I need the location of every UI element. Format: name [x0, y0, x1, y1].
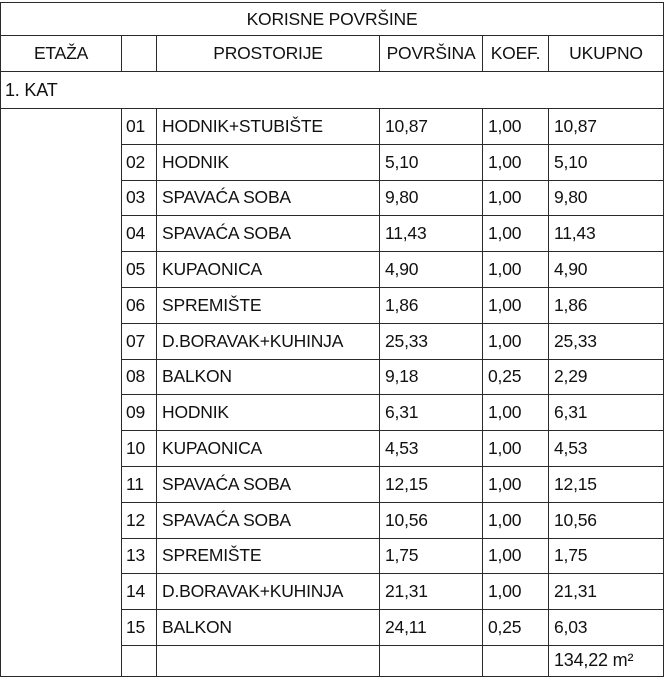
room-number: 10 [122, 431, 157, 467]
room-number: 06 [122, 287, 157, 323]
floor-row-fill [157, 72, 664, 109]
room-name: SPAVAĆA SOBA [157, 216, 380, 252]
room-coefficient: 1,00 [483, 502, 549, 538]
room-area: 9,18 [380, 359, 483, 395]
room-area: 10,87 [380, 109, 483, 145]
room-name: SPAVAĆA SOBA [157, 502, 380, 538]
room-coefficient: 1,00 [483, 109, 549, 145]
room-area: 24,11 [380, 610, 483, 646]
room-total: 4,90 [549, 252, 664, 288]
room-total: 12,15 [549, 466, 664, 502]
room-total: 10,87 [549, 109, 664, 145]
room-total: 21,31 [549, 574, 664, 610]
room-coefficient: 1,00 [483, 574, 549, 610]
room-name: SPREMIŠTE [157, 287, 380, 323]
room-area: 9,80 [380, 180, 483, 216]
room-name: SPAVAĆA SOBA [157, 466, 380, 502]
room-coefficient: 0,25 [483, 359, 549, 395]
room-name: BALKON [157, 359, 380, 395]
room-area: 11,43 [380, 216, 483, 252]
room-area: 10,56 [380, 502, 483, 538]
room-total: 5,10 [549, 144, 664, 180]
room-number: 07 [122, 323, 157, 359]
room-name: SPREMIŠTE [157, 538, 380, 574]
room-number: 13 [122, 538, 157, 574]
room-name: D.BORAVAK+KUHINJA [157, 323, 380, 359]
room-area: 1,75 [380, 538, 483, 574]
room-number: 08 [122, 359, 157, 395]
room-area: 6,31 [380, 395, 483, 431]
room-coefficient: 0,25 [483, 610, 549, 646]
total-row-blank-cell [122, 645, 157, 676]
header-ukupno: UKUPNO [549, 36, 664, 72]
room-total: 1,86 [549, 287, 664, 323]
floor-label: 1. KAT [1, 72, 157, 109]
header-row [1, 36, 664, 72]
room-number: 12 [122, 502, 157, 538]
total-row-blank-cell [380, 645, 483, 676]
room-total: 2,29 [549, 359, 664, 395]
room-name: KUPAONICA [157, 252, 380, 288]
room-number: 11 [122, 466, 157, 502]
room-area: 25,33 [380, 323, 483, 359]
room-name: D.BORAVAK+KUHINJA [157, 574, 380, 610]
room-coefficient: 1,00 [483, 538, 549, 574]
room-number: 01 [122, 109, 157, 145]
etaza-blank-cell [1, 109, 122, 677]
grand-total: 134,22 m² [549, 645, 664, 676]
table-row [1, 109, 664, 145]
room-total: 6,31 [549, 395, 664, 431]
total-row-blank-cell [483, 645, 549, 676]
room-coefficient: 1,00 [483, 431, 549, 467]
room-number: 04 [122, 216, 157, 252]
room-name: KUPAONICA [157, 431, 380, 467]
room-coefficient: 1,00 [483, 287, 549, 323]
room-name: SPAVAĆA SOBA [157, 180, 380, 216]
room-name: BALKON [157, 610, 380, 646]
area-schedule-table [0, 2, 664, 677]
room-total: 1,75 [549, 538, 664, 574]
header-prostorije: PROSTORIJE [157, 36, 380, 72]
room-name: HODNIK+STUBIŠTE [157, 109, 380, 145]
room-number: 14 [122, 574, 157, 610]
room-coefficient: 1,00 [483, 466, 549, 502]
room-area: 4,90 [380, 252, 483, 288]
room-area: 4,53 [380, 431, 483, 467]
header-povrsina: POVRŠINA [380, 36, 483, 72]
room-number: 02 [122, 144, 157, 180]
room-number: 05 [122, 252, 157, 288]
room-name: HODNIK [157, 395, 380, 431]
room-coefficient: 1,00 [483, 395, 549, 431]
table-title: KORISNE POVRŠINE [1, 3, 664, 36]
room-coefficient: 1,00 [483, 323, 549, 359]
room-name: HODNIK [157, 144, 380, 180]
room-number: 03 [122, 180, 157, 216]
room-total: 10,56 [549, 502, 664, 538]
header-etaza: ETAŽA [1, 36, 122, 72]
room-coefficient: 1,00 [483, 252, 549, 288]
room-coefficient: 1,00 [483, 180, 549, 216]
room-total: 25,33 [549, 323, 664, 359]
room-total: 11,43 [549, 216, 664, 252]
room-number: 15 [122, 610, 157, 646]
room-area: 12,15 [380, 466, 483, 502]
room-area: 5,10 [380, 144, 483, 180]
room-total: 9,80 [549, 180, 664, 216]
table-title-row [1, 3, 664, 36]
room-number: 09 [122, 395, 157, 431]
header-number-blank [122, 36, 157, 72]
room-coefficient: 1,00 [483, 144, 549, 180]
total-row-blank-cell [157, 645, 380, 676]
room-area: 21,31 [380, 574, 483, 610]
room-coefficient: 1,00 [483, 216, 549, 252]
room-area: 1,86 [380, 287, 483, 323]
room-total: 4,53 [549, 431, 664, 467]
room-total: 6,03 [549, 610, 664, 646]
floor-row [1, 72, 664, 109]
header-koef: KOEF. [483, 36, 549, 72]
